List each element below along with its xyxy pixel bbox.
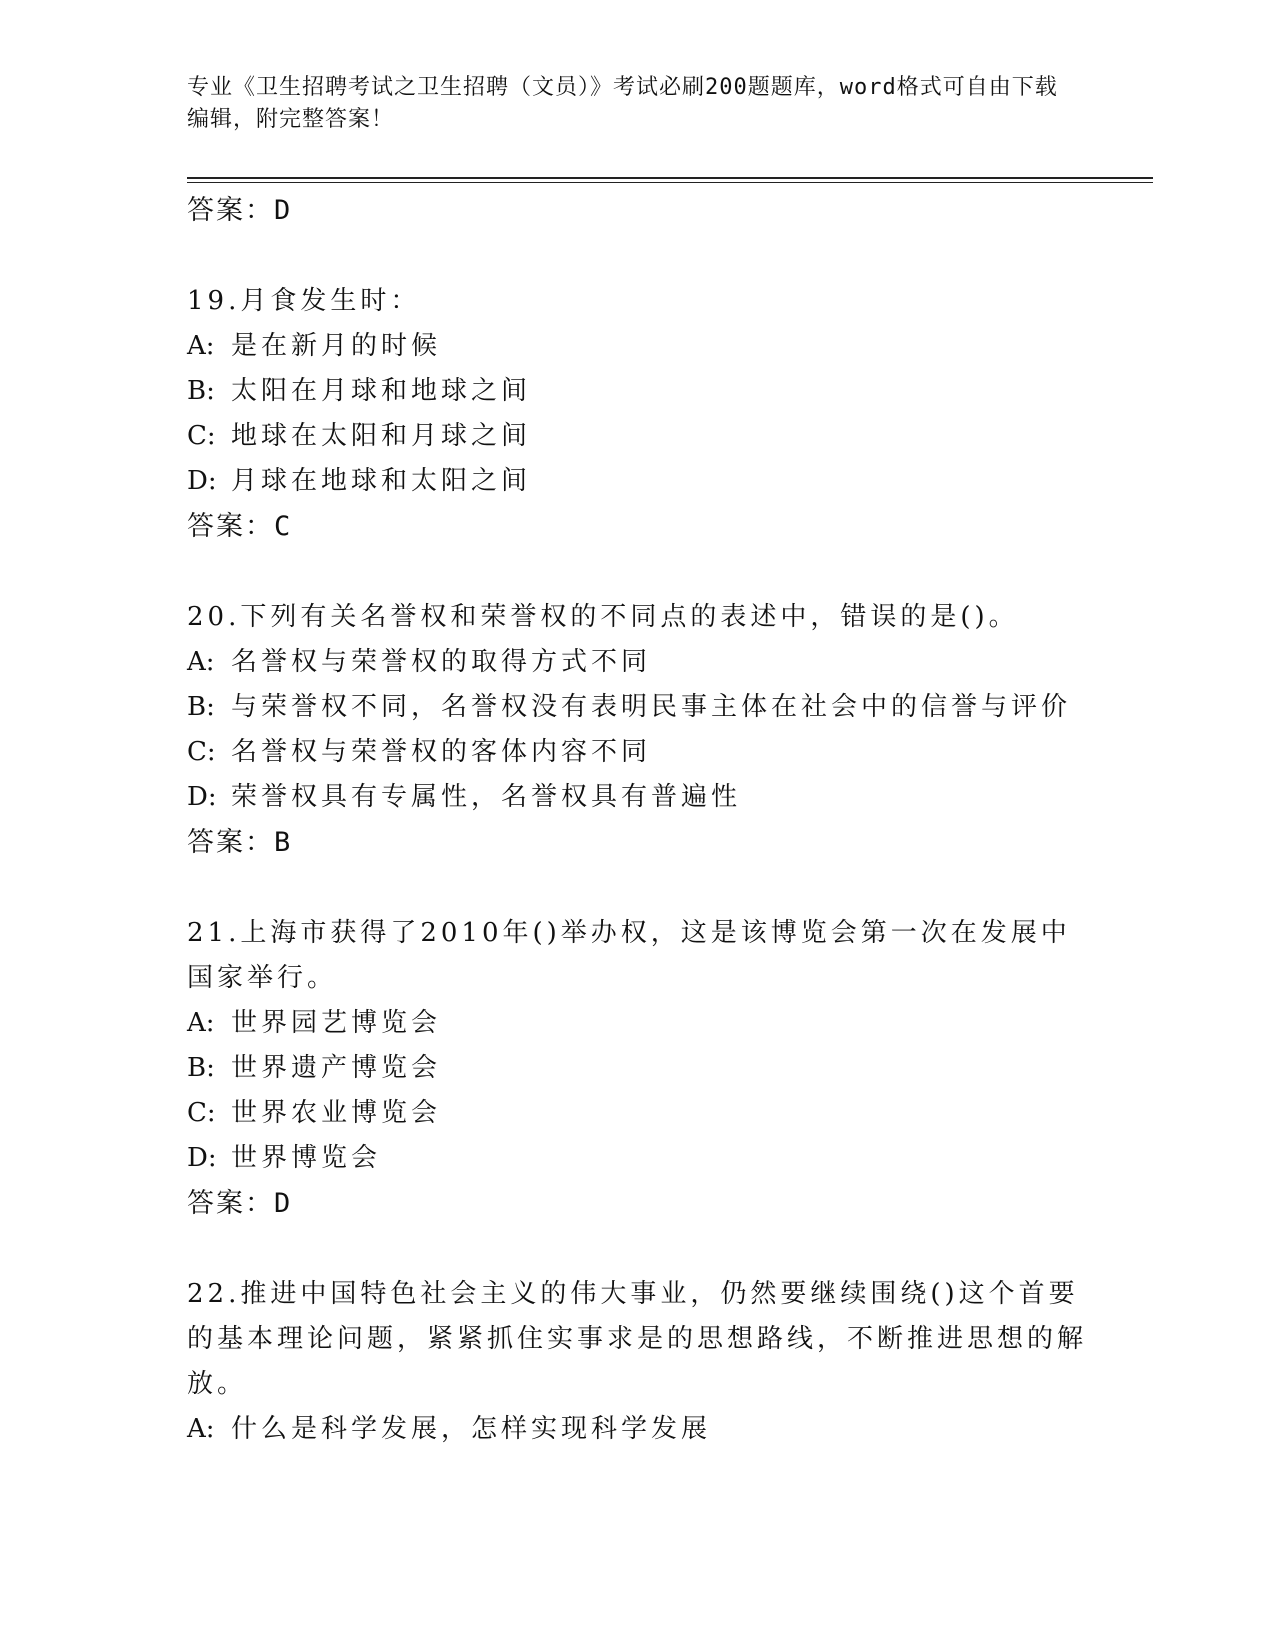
option-text: 世界园艺博览会 [231,1008,442,1038]
option-c [187,1091,1087,1136]
question-text: 21.上海市获得了2010年()举办权，这是该博览会第一次在发展中国家举行。 [187,918,1071,993]
answer-label: 答案： [187,511,274,542]
option-d [187,459,1087,504]
option-text: 荣誉权具有专属性，名誉权具有普遍性 [231,782,742,812]
question-block [187,911,1087,1226]
question-text: 22.推进中国特色社会主义的伟大事业，仍然要继续围绕()这个首要的基本理论问题，紧紧抓住实事求是的思想路线，不断推进思想的解放。 [187,1279,1088,1399]
answer-value: B [274,827,291,858]
option-text: 名誉权与荣誉权的取得方式不同 [231,647,652,677]
option-text: 世界博览会 [231,1143,382,1173]
option-text: 世界遗产博览会 [231,1053,442,1083]
answer-value: D [274,195,291,226]
question-list [187,188,1087,1452]
option-key: A: [187,1414,215,1444]
answer-label: 答案： [187,1188,274,1219]
answer-line [187,188,1087,233]
option-key: A: [187,647,215,677]
option-key: B: [187,376,215,406]
option-key: C: [187,737,216,767]
option-c [187,414,1087,459]
option-b [187,1046,1087,1091]
option-text: 太阳在月球和地球之间 [231,376,532,406]
header-divider-thick [187,177,1153,179]
option-text: 与荣誉权不同，名誉权没有表明民事主体在社会中的信誉与评价 [231,692,1072,722]
option-text: 是在新月的时候 [231,331,442,361]
option-d [187,775,1087,820]
document-header: 专业《卫生招聘考试之卫生招聘（文员）》考试必刷200题题库，word格式可自由下载编辑，附完整答案！ [187,75,1058,132]
option-text: 地球在太阳和月球之间 [231,421,532,451]
option-text: 世界农业博览会 [231,1098,442,1128]
question-block [187,1272,1087,1452]
option-key: D: [187,466,217,496]
option-key: B: [187,1053,215,1083]
option-text: 什么是科学发展，怎样实现科学发展 [231,1414,712,1444]
question-text: 19.月食发生时： [187,286,421,316]
question-block [187,279,1087,549]
answer-value: D [274,1188,291,1219]
option-key: C: [187,421,216,451]
answer-line [187,504,1087,549]
option-key: B: [187,692,215,722]
option-a [187,1001,1087,1046]
option-a [187,640,1087,685]
option-d [187,1136,1087,1181]
option-text: 名誉权与荣誉权的客体内容不同 [231,737,652,767]
option-a [187,1407,1087,1452]
option-key: D: [187,782,217,812]
answer-value: C [274,511,291,542]
option-b [187,685,1087,730]
option-a [187,324,1087,369]
option-key: D: [187,1143,217,1173]
header-divider-thin [187,182,1153,183]
option-key: A: [187,331,215,361]
answer-line [187,820,1087,865]
option-b [187,369,1087,414]
option-key: A: [187,1008,215,1038]
answer-label: 答案： [187,195,274,226]
option-text: 月球在地球和太阳之间 [231,466,532,496]
question-text: 20.下列有关名誉权和荣誉权的不同点的表述中，错误的是()。 [187,602,1019,632]
answer-label: 答案： [187,827,274,858]
answer-line [187,1181,1087,1226]
option-key: C: [187,1098,216,1128]
option-c [187,730,1087,775]
question-block [187,595,1087,865]
